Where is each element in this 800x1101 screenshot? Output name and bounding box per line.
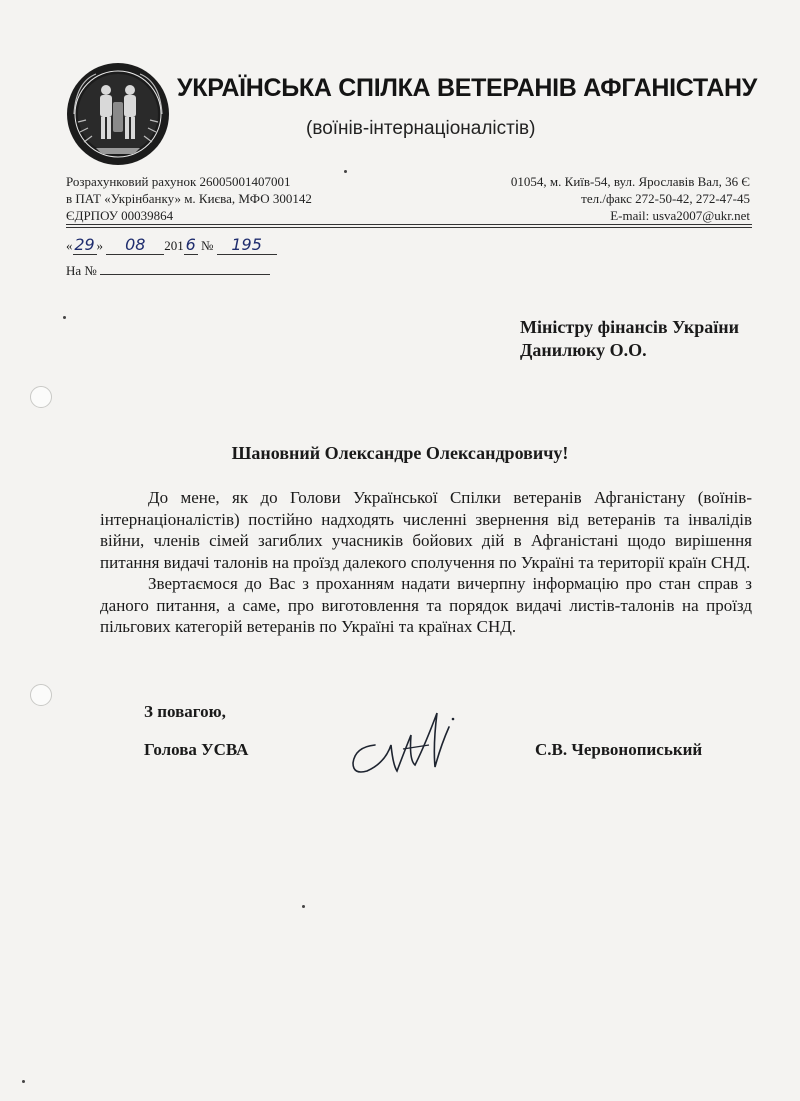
addressee-name: Данилюку О.О. xyxy=(520,340,647,360)
email-line: E-mail: usva2007@ukr.net xyxy=(610,208,750,223)
paper-speck xyxy=(344,170,347,173)
punch-hole xyxy=(30,684,52,706)
ref-number: 195 xyxy=(217,236,277,255)
header-divider xyxy=(66,224,752,225)
body-paragraph: До мене, як до Голови Української Спілки ветеранів Афганістану (воїнів-інтернаціоналістів) постійно надходять численні звернення від ветеранів та інвалідів війни, членів сімей загиблих учасників бойових дій в Афганістані щодо вирішення питання видачі талонів на проїзд далекого сполучення по Україні та території країн СНД. xyxy=(100,488,752,572)
organization-subtitle: (воїнів-інтернаціоналістів) xyxy=(306,118,536,139)
phone-line: тел./факс 272-50-42, 272-47-45 xyxy=(581,191,750,206)
organization-name: УКРАЇНСЬКА СПІЛКА ВЕТЕРАНІВ АФГАНІСТАНУ xyxy=(177,74,758,102)
quote-open: « xyxy=(66,238,73,253)
letter-body xyxy=(100,487,752,638)
paper-speck xyxy=(302,905,305,908)
requisite-line: ЄДРПОУ 00039864 xyxy=(66,208,174,223)
ref-month: 08 xyxy=(106,236,164,255)
addressee-position: Міністру фінансів України xyxy=(520,317,739,337)
requisite-line: Розрахунковий рахунок 26005001407001 xyxy=(66,174,291,189)
outgoing-reference xyxy=(66,236,277,255)
contact-requisites xyxy=(511,173,750,224)
ref-day: 29 xyxy=(74,235,95,254)
incoming-label: На № xyxy=(66,263,97,278)
signer-name: С.В. Червонописький xyxy=(535,740,703,759)
ref-year-digit: 6 xyxy=(185,235,196,254)
address-line: 01054, м. Київ-54, вул. Ярославів Вал, 36 Є xyxy=(510,174,750,189)
closing-respect: З повагою, xyxy=(144,702,226,721)
salutation: Шановний Олександре Олександровичу! xyxy=(231,443,569,463)
incoming-blank xyxy=(100,262,270,275)
ref-year-prefix: 201 xyxy=(164,238,184,253)
punch-hole xyxy=(30,386,52,408)
quote-close: » xyxy=(96,238,103,253)
signer-title: Голова УСВА xyxy=(144,740,249,759)
addressee xyxy=(520,316,739,362)
paper-speck xyxy=(22,1080,25,1083)
paper-speck xyxy=(63,316,66,319)
handwritten-signature-icon xyxy=(345,705,475,785)
ref-number-sign: № xyxy=(201,238,214,253)
header-divider xyxy=(66,227,752,228)
bank-requisites xyxy=(66,173,312,224)
requisite-line: в ПАТ «Укрінбанку» м. Києва, МФО 300142 xyxy=(66,191,312,206)
organization-emblem-icon xyxy=(66,62,170,166)
body-paragraph: Звертаємося до Вас з проханням надати вичерпну інформацію про стан справ з даного питання, а саме, про виготовлення та порядок видачі листів-талонів на проїзд пільгових категорій ветеранів по Україні та країнах СНД. xyxy=(100,574,752,636)
incoming-reference xyxy=(66,262,270,279)
